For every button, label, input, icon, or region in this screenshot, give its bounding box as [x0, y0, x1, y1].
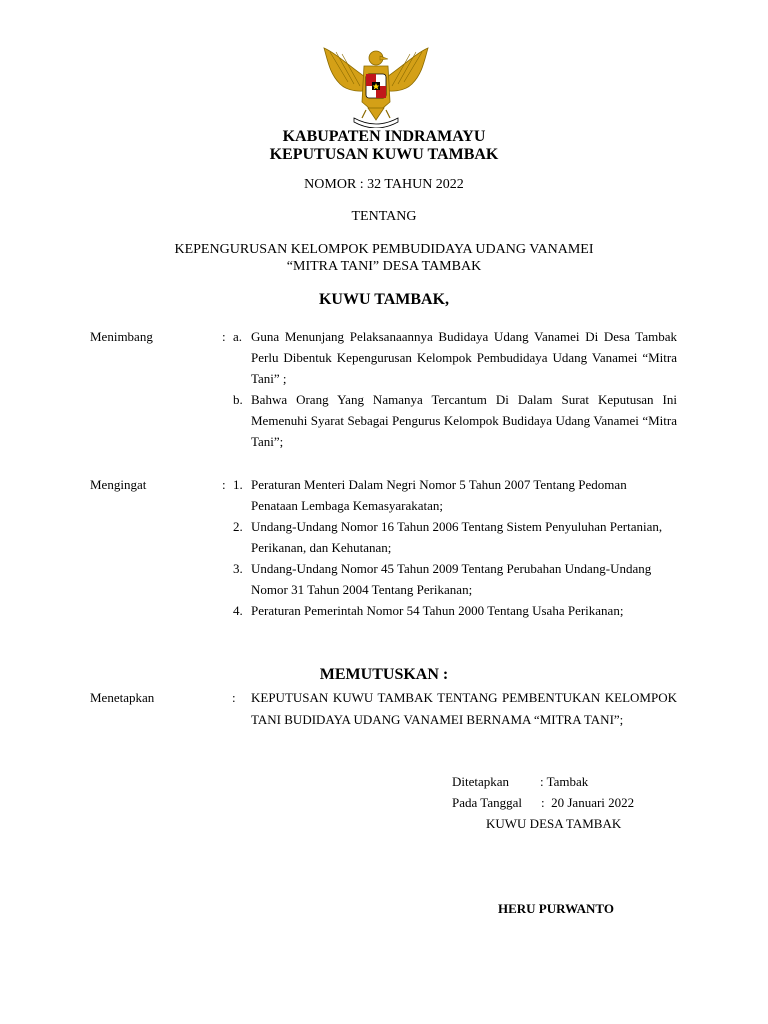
place-label: Ditetapkan — [452, 774, 510, 789]
menimbang-marker-a: a. — [233, 329, 243, 344]
garuda-emblem-icon — [318, 44, 434, 128]
mengingat-item-2: Undang-Undang Nomor 16 Tahun 2006 Tentang Sistem Penyuluhan Pertanian, Perikanan, dan Kehutanan; — [251, 519, 663, 555]
menimbang-colon: : — [222, 329, 226, 344]
mengingat-marker-4: 4. — [233, 603, 243, 618]
office-title: KUWU DESA TAMBAK — [486, 816, 622, 831]
mengingat-marker-1: 1. — [233, 477, 243, 492]
decision-heading: MEMUTUSKAN : — [319, 666, 449, 683]
menimbang-label: Menimbang — [90, 329, 153, 344]
issuer-heading: KUWU TAMBAK, — [318, 291, 450, 308]
mengingat-item-4: Peraturan Pemerintah Nomor 54 Tahun 2000 Tentang Usaha Perikanan; — [251, 603, 624, 618]
mengingat-item-1: Peraturan Menteri Dalam Negri Nomor 5 Tahun 2007 Tentang Pedoman Penataan Lembaga Kemasyarakatan; — [251, 477, 627, 513]
about-heading: TENTANG — [351, 209, 417, 224]
menetapkan-label: Menetapkan — [90, 690, 155, 705]
decree-title: KEPUTUSAN KUWU TAMBAK — [269, 146, 499, 163]
mengingat-label: Mengingat — [90, 477, 147, 492]
date-label: Pada Tanggal — [452, 795, 522, 810]
mengingat-item-3: Undang-Undang Nomor 45 Tahun 2009 Tentang Perubahan Undang-Undang Nomor 31 Tahun 2004 Tentang Perikanan; — [251, 561, 652, 597]
date-value: : 20 Januari 2022 — [541, 795, 635, 810]
place-value: : Tambak — [540, 774, 589, 789]
menetapkan-colon: : — [232, 690, 236, 705]
menimbang-marker-b: b. — [233, 392, 243, 407]
decision-text: KEPUTUSAN KUWU TAMBAK TENTANG PEMBENTUKAN KELOMPOK TANI BUDIDAYA UDANG VANAMEI BERNAMA “MITRA TANI”; — [251, 690, 677, 727]
subject-line-2: “MITRA TANI” DESA TAMBAK — [286, 259, 482, 274]
mengingat-marker-3: 3. — [233, 561, 243, 576]
menimbang-item-a: Guna Menunjang Pelaksanaannya Budidaya Udang Vanamei Di Desa Tambak Perlu Dibentuk Kepengurusan Kelompok Pembudidaya Udang Vanamei “Mitra Tani” ; — [251, 329, 677, 386]
subject-line-1: KEPENGURUSAN KELOMPOK PEMBUDIDAYA UDANG VANAMEI — [174, 242, 594, 257]
regency-title: KABUPATEN INDRAMAYU — [282, 128, 486, 145]
signatory-name: HERU PURWANTO — [498, 901, 614, 916]
mengingat-colon: : — [222, 477, 226, 492]
decree-number: NOMOR : 32 TAHUN 2022 — [304, 177, 464, 192]
mengingat-marker-2: 2. — [233, 519, 243, 534]
menimbang-item-b: Bahwa Orang Yang Namanya Tercantum Di Dalam Surat Keputusan Ini Memenuhi Syarat Sebagai Pengurus Kelompok Budidaya Udang Vanamei “Mitra Tani”; — [251, 392, 677, 449]
